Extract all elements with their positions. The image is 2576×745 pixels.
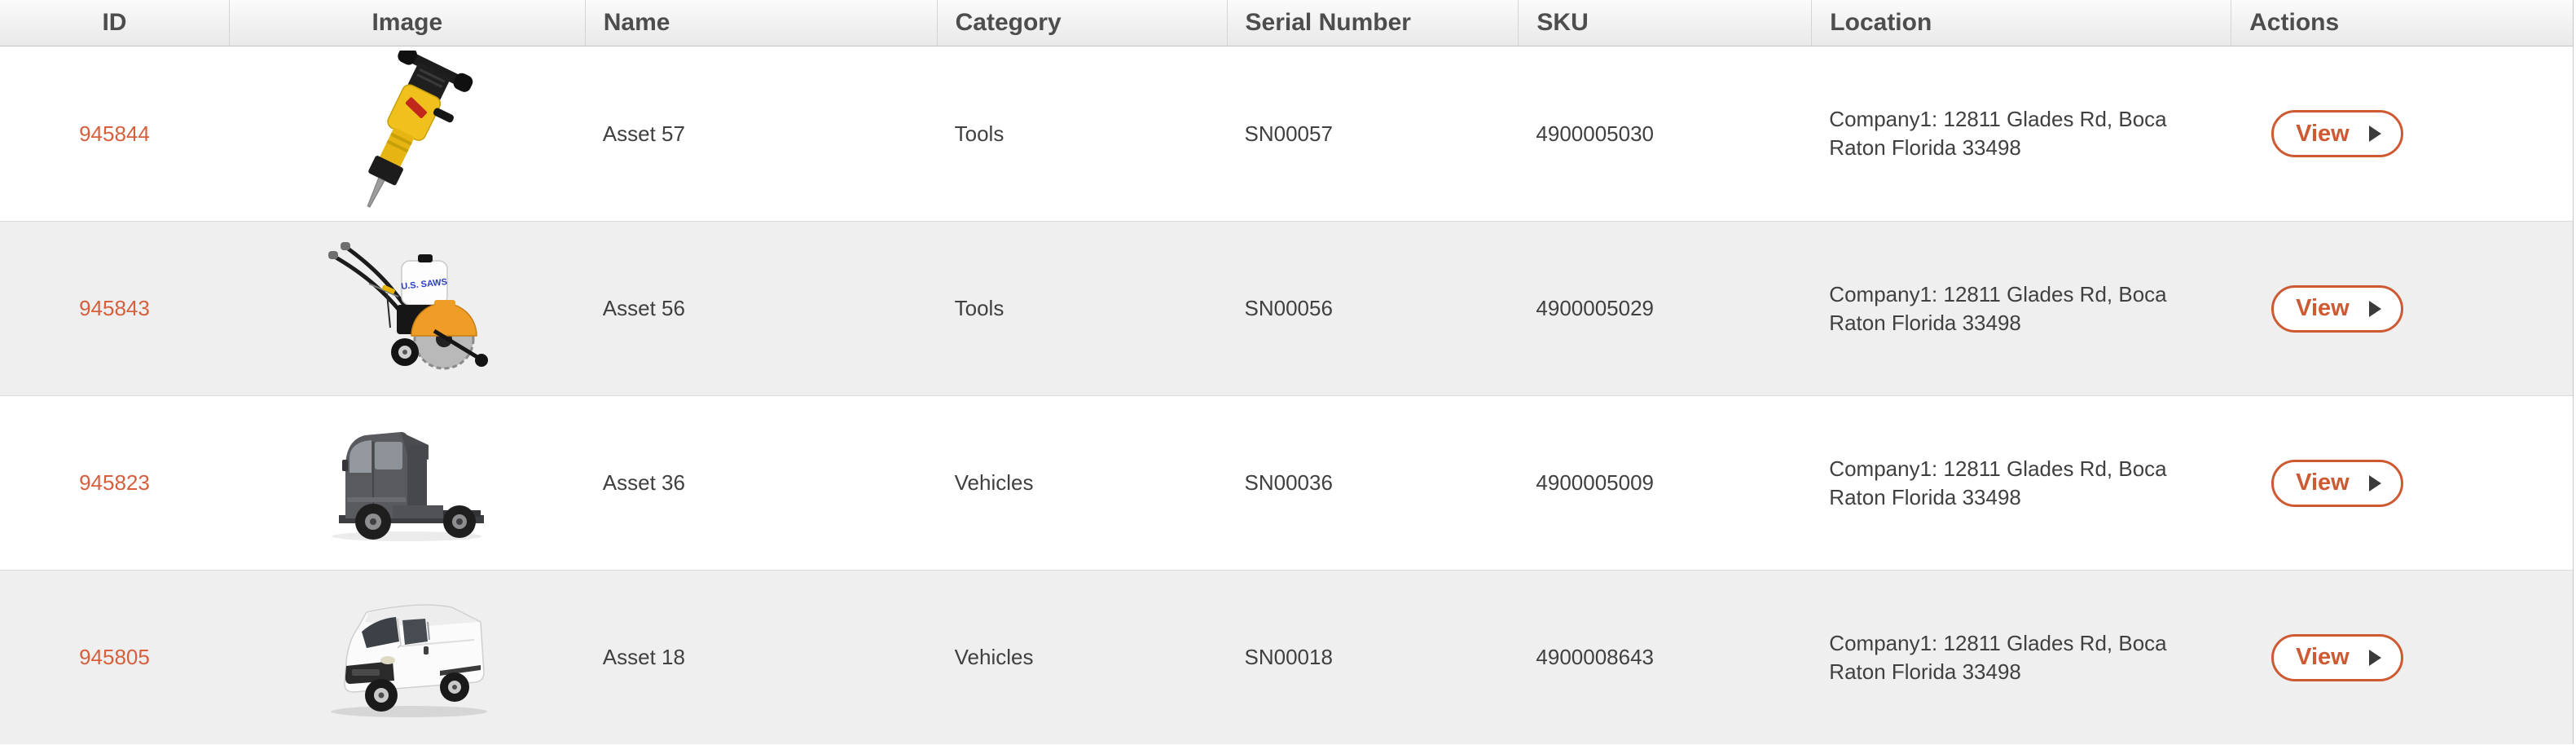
serial-cell: SN00036 (1244, 470, 1333, 495)
caret-right-icon (2369, 650, 2381, 666)
id-cell (0, 396, 229, 570)
category-cell: Vehicles (954, 470, 1034, 495)
caret-right-icon (2369, 126, 2381, 142)
name-cell: Asset 56 (602, 296, 685, 320)
column-header-name[interactable]: Name (585, 0, 937, 46)
table-row (0, 221, 2573, 395)
table-row (0, 46, 2573, 221)
column-header-sku[interactable]: SKU (1518, 0, 1811, 46)
image-cell (229, 222, 585, 395)
table-row (0, 570, 2573, 744)
asset-id-link[interactable]: 945843 (79, 296, 150, 320)
asset-id-link[interactable]: 945805 (79, 645, 150, 669)
serial-cell: SN00056 (1244, 296, 1333, 320)
category-cell: Tools (954, 121, 1004, 146)
table-row (0, 395, 2573, 570)
actions-cell (2231, 222, 2573, 395)
jackhammer-image (337, 51, 476, 217)
svg-text:U.S. SAWS: U.S. SAWS (401, 276, 448, 292)
column-header-serial-number[interactable]: Serial Number (1227, 0, 1519, 46)
name-cell: Asset 57 (602, 121, 685, 146)
asset-id-link[interactable]: 945823 (79, 470, 150, 495)
concrete-saw-image (320, 236, 493, 381)
sku-cell: 4900008643 (1536, 645, 1655, 669)
serial-cell: SN00057 (1244, 121, 1333, 146)
table-header-row (0, 0, 2573, 46)
image-cell (229, 571, 585, 744)
view-button[interactable]: View (2271, 460, 2403, 507)
name-cell: Asset 36 (602, 470, 685, 495)
cargo-van-image (319, 594, 494, 721)
view-button[interactable]: View (2271, 634, 2403, 681)
column-header-category[interactable]: Category (937, 0, 1227, 46)
view-button[interactable]: View (2271, 110, 2403, 157)
image-cell (229, 396, 585, 570)
category-cell: Vehicles (954, 645, 1034, 669)
location-cell: Company1: 12811 Glades Rd, Boca Raton Florida 33498 (1829, 281, 2167, 335)
column-header-image[interactable]: Image (229, 0, 585, 46)
location-cell: Company1: 12811 Glades Rd, Boca Raton Florida 33498 (1829, 630, 2167, 684)
sku-cell: 4900005030 (1536, 121, 1655, 146)
caret-right-icon (2369, 475, 2381, 492)
location-cell: Company1: 12811 Glades Rd, Boca Raton Florida 33498 (1829, 456, 2167, 509)
id-cell (0, 46, 229, 221)
view-button[interactable]: View (2271, 285, 2403, 333)
sku-cell: 4900005029 (1536, 296, 1655, 320)
actions-cell (2231, 571, 2573, 744)
semi-truck-image (323, 422, 490, 544)
id-cell (0, 222, 229, 395)
image-cell (229, 46, 585, 221)
caret-right-icon (2369, 301, 2381, 317)
name-cell: Asset 18 (602, 645, 685, 669)
category-cell: Tools (954, 296, 1004, 320)
column-header-location[interactable]: Location (1811, 0, 2231, 46)
serial-cell: SN00018 (1244, 645, 1333, 669)
actions-cell (2231, 46, 2573, 221)
actions-cell (2231, 396, 2573, 570)
asset-id-link[interactable]: 945844 (79, 121, 150, 146)
sku-cell: 4900005009 (1536, 470, 1655, 495)
id-cell (0, 571, 229, 744)
location-cell: Company1: 12811 Glades Rd, Boca Raton Florida 33498 (1829, 107, 2167, 160)
column-header-actions: Actions (2231, 0, 2573, 46)
column-header-id[interactable]: ID (102, 9, 127, 36)
